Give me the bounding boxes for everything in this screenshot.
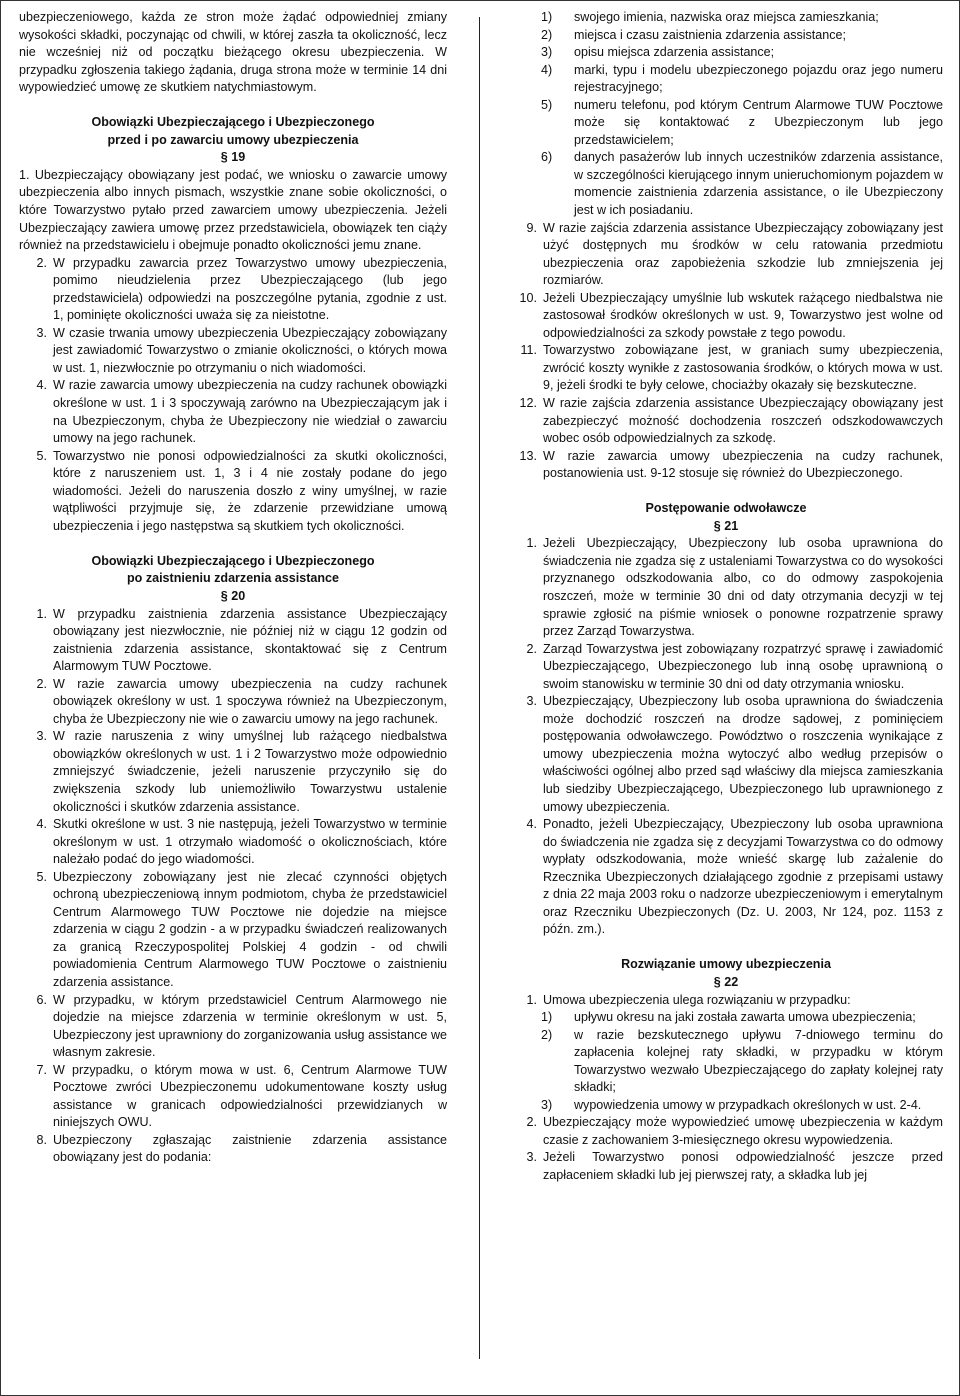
s21-item-3-num: 3.: [526, 694, 537, 709]
section-21-heading: Postępowanie odwoławcze: [645, 501, 807, 516]
s20-item-2-text: W razie zawarcia umowy ubezpieczenia na cudzy rachunek obowiązek określony w ust. 1 spoczywa również na Ubezpieczonym, chyba że Ubezpieczony nie wie o zawarciu umowy na jego rachunek.: [53, 676, 447, 726]
s20-subitem-3-num: 3): [541, 45, 553, 60]
s20-item-3-text: W razie naruszenia z winy umyślnej lub rażącego niedbalstwa obowiązków określonych w ust. 1 i 2 Towarzystwo może odpowiednio zmniejszyć świadczenie, jeżeli naruszenie przyczyniło się do zwiększenia szkody lub uniemożliwiło Towarzystwu ustalenie okoliczności i skutków zdarzenia assistance.: [53, 729, 447, 814]
s20-item-1-text: W przypadku zaistnienia zdarzenia assistance Ubezpieczający obowiązany jest niezwłocznie, nie później niż w ciągu 12 godzin od zaistnienia zdarzenia assistance, skontaktować się z Centrum Alarmowym TUW Pocztowe.: [53, 606, 447, 674]
s20-item-13-text: W razie zawarcia umowy ubezpieczenia na cudzy rachunek, postanowienia ust. 9-12 stosuje się również do Ubezpieczonego.: [543, 448, 943, 481]
section-20-heading-line1: Obowiązki Ubezpieczającego i Ubezpieczonego: [91, 553, 375, 568]
s20-item-10-num: 10.: [519, 290, 537, 305]
s19-item-5: [19, 448, 447, 536]
s20-subitem-5: [509, 97, 943, 150]
s19-item-3: [19, 325, 447, 378]
s19-item-2-text: W przypadku zawarcia przez Towarzystwo umowy ubezpieczenia, pomimo nieudzielenia przez Ubezpieczającego (lub jego przedstawiciela) odpowiedzi na poszczególne pytania, zgodnie z ust. 1, pominięte okoliczności uważa się za nieistotne.: [53, 255, 447, 323]
left-column: [19, 9, 447, 1167]
s20-item-12-num: 12.: [519, 396, 537, 411]
s20-subitem-4: [509, 62, 943, 97]
s20-subitem-4-num: 4): [541, 62, 553, 77]
section-20-number: § 20: [220, 588, 246, 603]
s20-item-13-num: 13.: [519, 448, 537, 463]
s19-item-4-num: 4.: [36, 378, 47, 393]
s20-item-3: [19, 728, 447, 816]
s20-item-7-num: 7.: [36, 1062, 47, 1077]
s20-subitem-2-num: 2): [541, 27, 553, 42]
s20-item-4-num: 4.: [36, 817, 47, 832]
s22-item-3-num: 3.: [526, 1150, 537, 1165]
s19-item-5-text: Towarzystwo nie ponosi odpowiedzialności za skutki okoliczności, które z naruszeniem ust. 1, 3 i 4 nie zostały podane do jego wiadomości. Jeżeli do naruszenia doszło z winy umyślnej, w razie wątpliwości przyjmuje się, że zdarzenie przewidziane umową ubezpieczenia i jego następstwa są skutkiem tych okoliczności.: [53, 448, 447, 533]
s20-item-12-text: W razie zajścia zdarzenia assistance Ubezpieczający obowiązany jest zabezpieczyć możność dochodzenia roszczeń odszkodowawczych wobec osób odpowiedzialnych za szkodę.: [543, 396, 943, 446]
s20-item-9: [509, 220, 943, 290]
s20-item-6-text: W przypadku, w którym przedstawiciel Centrum Alarmowego nie dojedzie na miejsce zdarzenia w terminie określonym w ust. 5, Ubezpieczony jest uprawniony do zorganizowania usług assistance we własnym zakresie.: [53, 992, 447, 1060]
s22-item-2-text: Ubezpieczający może wypowiedzieć umowę ubezpieczenia w każdym czasie z zachowaniem 3-miesięcznego okresu wypowiedzenia.: [543, 1115, 943, 1147]
s20-item-8-num: 8.: [36, 1132, 47, 1147]
s20-item-13: [509, 448, 943, 483]
s21-item-3: [509, 693, 943, 816]
s20-item-3-num: 3.: [36, 729, 47, 744]
section-21-number: § 21: [713, 518, 739, 533]
s22-subitem-3-num: 3): [541, 1097, 553, 1112]
s19-item-5-num: 5.: [36, 448, 47, 463]
s21-item-1-num: 1.: [526, 536, 537, 551]
s20-item-6-num: 6.: [36, 992, 47, 1007]
section-20-heading-line2: po zaistnieniu zdarzenia assistance: [127, 571, 339, 586]
s22-item-3-text: Jeżeli Towarzystwo ponosi odpowiedzialność jeszcze przed zapłaceniem składki lub jej pierwszej raty, a składka lub jej: [543, 1150, 943, 1182]
s20-item-8: [19, 1132, 447, 1167]
column-divider: [479, 17, 480, 1359]
s22-item-2: [509, 1114, 943, 1149]
s19-item-2: [19, 255, 447, 325]
s19-item-1: [19, 167, 447, 255]
section-22-heading: Rozwiązanie umowy ubezpieczenia: [621, 957, 831, 972]
intro-paragraph: ubezpieczeniowego, każda ze stron może żądać odpowiedniej zmiany wysokości składki, poczynając od chwili, w której zaszła ta okoliczność, lecz nie wcześniej niż od początku bieżącego okresu ubezpieczenia. W przypadku zgłoszenia takiego żądania, druga strona może w terminie 14 dni wypowiedzieć umowę ze skutkiem natychmiastowym.: [19, 10, 447, 95]
s21-item-2-num: 2.: [526, 641, 537, 656]
s20-item-4: [19, 816, 447, 869]
s20-subitem-2-text: miejsca i czasu zaistnienia zdarzenia assistance;: [574, 27, 846, 42]
s20-subitem-1-num: 1): [541, 10, 553, 24]
s20-item-7-text: W przypadku, o którym mowa w ust. 6, Centrum Alarmowe TUW Pocztowe zwróci Ubezpieczonemu udokumentowane koszty usług assistance w granicach odpowiedzialności przewidzianych w niniejszych OWU.: [53, 1062, 447, 1130]
s19-item-3-text: W czasie trwania umowy ubezpieczenia Ubezpieczający zobowiązany jest zawiadomić Towarzystwo o zmianie okoliczności, o których mowa w ust. 1, niezwłocznie po otrzymaniu o nich wiadomości.: [53, 325, 447, 375]
s21-item-2-text: Zarząd Towarzystwa jest zobowiązany rozpatrzyć sprawę i zawiadomić Ubezpieczającego, Ubezpieczonego lub inną osobę uprawnioną o swoim stanowisku w terminie 30 dni od daty otrzymania wniosku.: [543, 641, 943, 691]
s20-subitem-4-text: marki, typu i modelu ubezpieczonego pojazdu oraz jego numeru rejestracyjnego;: [574, 62, 943, 95]
s19-item-1-text: Ubezpieczający obowiązany jest podać, we wniosku o zawarcie umowy ubezpieczenia albo innych pismach, wszystkie znane sobie okoliczności, o które Towarzystwo pytało przed zawarciem umowy ubezpieczenia. Jeżeli Ubezpieczający zawiera umowę przez przedstawiciela, obowiązek ten ciąży również na przedstawicielu i obejmuje ponadto okoliczności jemu znane.: [19, 167, 447, 253]
s20-item-10-text: Jeżeli Ubezpieczający umyślnie lub wskutek rażącego niedbalstwa nie zastosował środków określonych w ust. 9, Towarzystwo jest wolne od odpowiedzialności za szkody powstałe z tego powodu.: [543, 290, 943, 340]
s20-subitem-2: [509, 27, 943, 45]
s22-subitem-2: [509, 1027, 943, 1097]
s22-subitem-3: [509, 1097, 943, 1115]
s22-item-3: [509, 1149, 943, 1184]
s20-item-9-text: W razie zajścia zdarzenia assistance Ubezpieczający zobowiązany jest użyć dostępnych mu środków w celu ratowania przedmiotu ubezpieczenia oraz zapobieżenia szkodzie lub zmniejszenia jej rozmiarów.: [543, 220, 943, 288]
s22-subitem-1-num: 1): [541, 1010, 553, 1025]
s21-item-4: [509, 816, 943, 939]
s21-item-3-text: Ubezpieczający, Ubezpieczony lub osoba uprawniona do świadczenia może dochodzić roszczeń na drodze sądowej, z pominięciem postępowania odwoławczego. Powództwo o roszczenia wynikające z umowy ubezpieczenia można wytoczyć albo według przepisów o właściwości ogólnej albo przed sąd właściwy dla miejsca zamieszkania lub siedziby Ubezpieczającego, Ubezpieczonego lub uprawnionego z umowy ubezpieczenia.: [543, 694, 943, 814]
s22-subitem-2-text: w razie bezskutecznego upływu 7-dniowego terminu do zapłacenia kolejnej raty składki, w przypadku w którym Towarzystwo wezwało Ubezpieczającego do zapłaty kolejnej raty składki;: [574, 1027, 943, 1095]
s22-item-1-num: 1.: [526, 992, 537, 1007]
s20-subitem-3: [509, 44, 943, 62]
section-19-heading-line2: przed i po zawarciu umowy ubezpieczenia: [107, 132, 359, 147]
s20-item-9-num: 9.: [526, 220, 537, 235]
s20-item-5-num: 5.: [36, 869, 47, 884]
s21-item-1: [509, 535, 943, 640]
section-22-number: § 22: [713, 974, 739, 989]
s20-subitem-6-num: 6): [541, 150, 553, 165]
section-19-heading-line1: Obowiązki Ubezpieczającego i Ubezpieczonego: [91, 115, 375, 130]
s20-item-4-text: Skutki określone w ust. 3 nie następują, jeżeli Towarzystwo w terminie określonym w ust. 1 otrzymało wiadomość o okolicznościach, które należało podać do jego wiadomości.: [53, 817, 447, 867]
s20-item-11-text: Towarzystwo zobowiązane jest, w graniach sumy ubezpieczenia, zwrócić koszty wynikłe z zastosowania środków, o których mowa w ust. 9, jeżeli środki te były celowe, chociażby okazały się bezskuteczne.: [543, 343, 943, 393]
s20-subitem-1-text: swojego imienia, nazwiska oraz miejsca zamieszkania;: [574, 10, 879, 24]
s21-item-2: [509, 641, 943, 694]
s22-subitem-1-text: upływu okresu na jaki została zawarta umowa ubezpieczenia;: [574, 1010, 916, 1025]
s19-item-2-num: 2.: [36, 255, 47, 270]
s19-item-4: [19, 377, 447, 447]
s19-item-3-num: 3.: [36, 325, 47, 340]
s20-item-1: [19, 606, 447, 676]
right-column: [509, 9, 943, 1185]
s20-subitem-1: [509, 9, 943, 27]
s20-subitem-6-text: danych pasażerów lub innych uczestników zdarzenia assistance, w szczególności kierującego innym unieruchomionym pojazdem w momencie zaistnienia zdarzenia assistance, o ile Ubezpieczony jest w ich posiadaniu.: [574, 150, 943, 218]
s20-item-11-num: 11.: [520, 343, 537, 358]
s20-item-1-num: 1.: [36, 606, 47, 621]
s19-item-4-text: W razie zawarcia umowy ubezpieczenia na cudzy rachunek obowiązki określone w ust. 1 i 3 spoczywają zarówno na Ubezpieczającym jak i na Ubezpieczonym, chyba że Ubezpieczony nie wiedział o zawarciu umowy na jego rachunek.: [53, 378, 447, 446]
s20-item-5-text: Ubezpieczony zobowiązany jest nie zlecać czynności objętych ochroną ubezpieczeniową innym podmiotom, chyba że przedstawiciel Centrum Alarmowego TUW Pocztowe nie dojedzie na miejsce zdarzenia w ciągu 2 godzin - a w przypadku świadczeń realizowanych za granicą Rzeczypospolitej Polskiej 4 godzin - od chwili powiadomienia Centrum Alarmowego TUW Pocztowe o zaistnieniu zdarzenia assistance.: [53, 869, 447, 989]
s22-subitem-2-num: 2): [541, 1027, 553, 1042]
s22-subitem-3-text: wypowiedzenia umowy w przypadkach określonych w ust. 2-4.: [574, 1097, 922, 1112]
s20-item-8-text: Ubezpieczony zgłaszając zaistnienie zdarzenia assistance obowiązany jest do podania:: [53, 1132, 447, 1165]
s21-item-4-text: Ponadto, jeżeli Ubezpieczający, Ubezpieczony lub osoba uprawniona do świadczenia nie zgadza się z decyzjami Towarzystwa co do odmowy wypłaty odszkodowania, może wnieść skargę lub zażalenie do Rzecznika Ubezpieczonych działającego zgodnie z przepisami ustawy z dnia 22 maja 2003 roku o nadzorze ubezpieczeniowym i emerytalnym oraz Rzeczniku Ubezpieczonych (Dz. U. 2003, Nr 124, poz. 1153 z późn. zm.).: [543, 817, 943, 937]
s20-item-11: [509, 342, 943, 395]
s22-item-1: [509, 992, 943, 1010]
s20-item-5: [19, 869, 447, 992]
s21-item-1-text: Jeżeli Ubezpieczający, Ubezpieczony lub osoba uprawniona do świadczenia nie zgadza się z ustaleniami Towarzystwa co do wysokości przyznanego odszkodowania albo, co do odmowy zaspokojenia roszczeń, może w terminie 30 dni od daty otrzymania decyzji w tej sprawie zgłosić na piśmie wniosek o ponowne rozpatrzenie sprawy przez Zarząd Towarzystwa.: [543, 536, 943, 639]
s22-item-2-num: 2.: [526, 1115, 537, 1130]
s22-item-1-text: Umowa ubezpieczenia ulega rozwiązaniu w przypadku:: [543, 992, 851, 1007]
s20-item-2: [19, 676, 447, 729]
s20-subitem-3-text: opisu miejsca zdarzenia assistance;: [574, 45, 775, 60]
s20-item-2-num: 2.: [36, 676, 47, 691]
section-19-number: § 19: [220, 150, 246, 165]
s20-item-12: [509, 395, 943, 448]
s20-item-6: [19, 992, 447, 1062]
s19-item-1-num: 1.: [19, 167, 30, 182]
s20-subitem-6: [509, 149, 943, 219]
s20-subitem-5-num: 5): [541, 97, 553, 112]
s21-item-4-num: 4.: [526, 817, 537, 832]
s20-item-7: [19, 1062, 447, 1132]
s22-subitem-1: [509, 1009, 943, 1027]
s20-subitem-5-text: numeru telefonu, pod którym Centrum Alarmowe TUW Pocztowe może się kontaktować z Ubezpieczonym lub jego przedstawicielem;: [574, 97, 943, 147]
s20-item-10: [509, 290, 943, 343]
